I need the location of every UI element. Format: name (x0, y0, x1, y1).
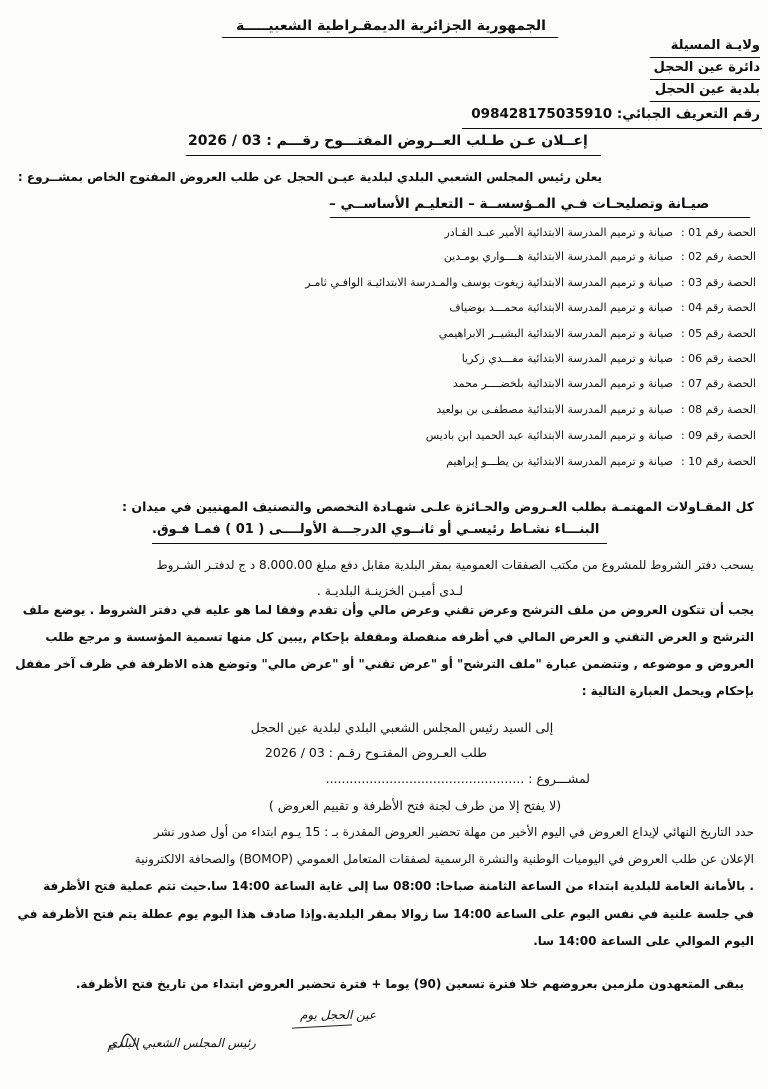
wilaya-label: ولايـة المسيلة (670, 38, 760, 53)
signature-place-date: عين الحجل يوم (300, 1008, 377, 1022)
deadline-line-1: حدد التاريخ النهائي لإيداع العروض في اليوم الأخير من مهلة تحضير العروض المقدرة بـ : 15 يـوم ابتداء من أول صدور نشر (153, 825, 754, 839)
envelope-line-1: إلى السيد رئيس المجلس الشعبي البلدي لبلدية عين الحجل (250, 720, 554, 735)
specs-line-1: يسحب دفتر الشروط للمشروع من مكتب الصفقات العمومية بمقر البلدية مقابل دفع مبلغ 8.000.00 د ج لدفتـر الشـروط (156, 558, 754, 572)
republic-heading: الجمهورية الجزائرية الديمقـراطية الشعبيـــــة (236, 18, 546, 34)
baladia-underline (650, 101, 760, 102)
submission-line-4: بإحكام ويحمل العبارة التالية : (581, 684, 754, 698)
activity-requirement: البنـــاء نشـاط رئيسـي أو ثانــوي الدرجـــة الأولــــى ( 01 ) فمـا فـوق. (152, 522, 600, 537)
deadline-line-5: اليوم الموالي على الساعة 14:00 سا. (533, 934, 754, 948)
lot-item: الحصة رقم 03 :صيانة و ترميم المدرسة الابتدائية زيغوت يوسف والمـدرسة الابتدائيـة الوافـي ثامـر (305, 276, 756, 289)
signature-stroke (292, 1024, 352, 1028)
announcement-title-underline (186, 155, 601, 156)
tax-id-label: رقم التعريف الجبائي: (616, 106, 760, 122)
lot-item: الحصة رقم 10 :صيانة و ترميم المدرسة الابتدائية بن يطـــو إبراهيم (446, 455, 756, 468)
signature-scribble (104, 1030, 144, 1060)
deadline-line-2: الإعلان عن طلب العروض في اليوميات الوطنية والنشرة الرسمية لصفقات المتعامل العمومي (BOMOP) والصحافة الالكترونية (134, 852, 754, 866)
lot-item: الحصة رقم 08 :صيانة و ترميم المدرسة الابتدائية مصطفـى بن بولعيد (436, 403, 756, 416)
project-title: صيـانة وتصليحـات فـي المـؤسســة – التعليـم الأساســي – (329, 196, 710, 212)
submission-line-3: العروض و موضوعه , وتتضمن عبارة "ملف الترشح" أو "عرض تقني" أو "عرض مالي" وتوضع هذه الاظرفة في ظرف آخر مقفل (15, 657, 754, 671)
tax-id-line (471, 106, 760, 122)
tax-id-underline (462, 128, 762, 129)
tax-id-value: 098428175035910 (471, 106, 613, 122)
announcement-title: إعــلان عـن طـلب العــروض المفتـــوح رقـــم : 03 / 2026 (188, 133, 588, 149)
republic-underline (222, 37, 558, 38)
envelope-line-3: لمشـــروع : .................................................. (325, 771, 590, 786)
lot-item: الحصة رقم 05 :صيانة و ترميم المدرسة الابتدائية البشيــر الابراهيمي (438, 327, 756, 340)
lot-item: الحصة رقم 07 :صيانة و ترميم المدرسة الابتدائية بلخضــــر محمد (452, 377, 756, 390)
daira-underline (650, 79, 760, 80)
envelope-line-4: (لا يفتح إلا من طرف لجنة فتح الأظرفة و تقييم العروض ) (268, 798, 562, 813)
baladia-label: بلدية عين الحجل (654, 82, 760, 97)
lot-item: الحصة رقم 04 :صيانة و ترميم المدرسة الابتدائية محمـــد بوضياف (449, 301, 756, 314)
lot-item: الحصة رقم 09 :صيانة و ترميم المدرسة الابتدائية عبد الحميد ابن باديس (425, 429, 756, 442)
eligibility-text: كل المقـاولات المهتمـة بطلب العـروض والحـائزة علـى شهـادة التخصص والتصنيف المهنيين في ميدان : (122, 499, 754, 514)
submission-line-2: الترشح و العرض التقني و العرض المالي في أظرفه منفصلة ومقفلة بإحكام ,يبين كل منها تسمية المؤسسة و مرجع طلب (45, 630, 754, 644)
lot-item: الحصة رقم 02 :صيانة و ترميم المدرسة الابتدائية هــــواري بومـدين (443, 250, 756, 263)
deadline-line-4: في جلسة علنية في نفس اليوم على الساعة 14:00 سا زوالا بمقر البلدية.وإذا صادف هذا اليوم يوم عطلة يتم فتح الأظرفة في (17, 907, 754, 921)
announcement-intro: يعلن رئيس المجلس الشعبي البلدي لبلدية عيـن الحجل عن طلب العروض المفتوح الخاص بمشــروع : (17, 170, 602, 184)
envelope-line-2: طلب العـروض المفتـوح رقـم : 03 / 2026 (264, 745, 488, 760)
daira-label: دائرة عين الحجل (653, 60, 760, 75)
signature-title: رئيس المجلس الشعبي البلدي (108, 1036, 256, 1050)
submission-line-1: يجب أن تتكون العروض من ملف الترشح وعرض تقني وعرض مالي وأن تقدم وفقا لما هو عليه في دفتر الشروط . يوضع ملف (22, 603, 754, 617)
specs-line-2: لـدى أميـن الخزينـة البلديـة . (316, 583, 464, 598)
deadline-line-3: . بالأمانة العامة للبلدية ابتداء من الساعة الثامنة صباحا: 08:00 سا إلى غاية الساعة 14:00 سا.حيث تتم عملية فتح الأظرفة (43, 879, 754, 893)
activity-underline (152, 543, 607, 544)
project-title-underline (330, 217, 750, 218)
lot-item: الحصة رقم 01 :صيانة و ترميم المدرسة الابتدائية الأمير عبـد القـادر (444, 226, 756, 239)
validity-line: يبقى المتعهدون ملزمين بعروضهم خلا فترة تسعين (90) يوما + فترة تحضير العروض ابتداء من تاريخ فتح الأظرفة. (75, 977, 744, 991)
lot-item: الحصة رقم 06 :صيانة و ترميم المدرسة الابتدائية مفـــدي زكريا (461, 352, 756, 365)
wilaya-underline (650, 57, 760, 58)
